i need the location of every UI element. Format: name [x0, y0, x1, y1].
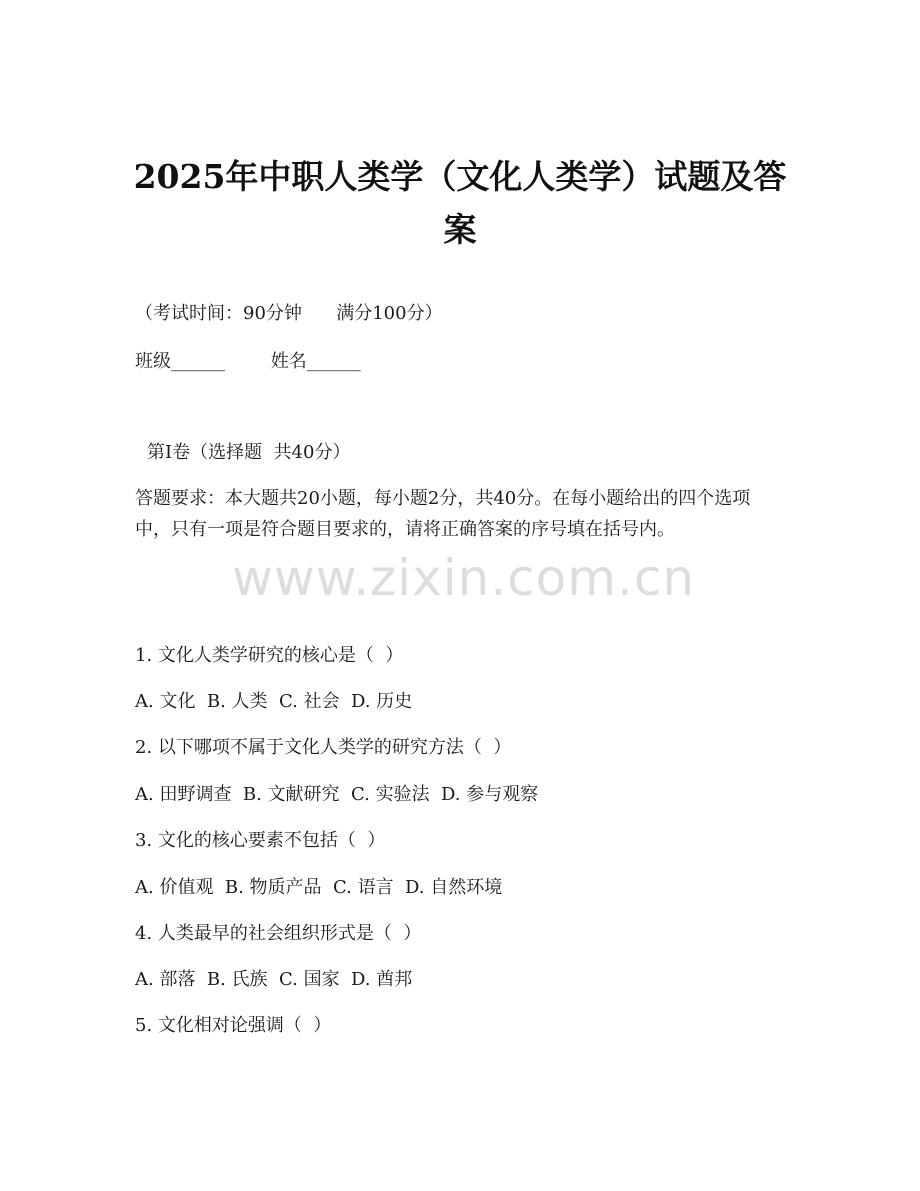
- question-4: 4. 人类最早的社会组织形式是（ ）: [135, 923, 422, 944]
- question-2: 2. 以下哪项不属于文化人类学的研究方法（ ）: [135, 737, 512, 758]
- question-5: 5. 文化相对论强调（ ）: [135, 1015, 332, 1036]
- question-4-options: A. 部落 B. 氏族 C. 国家 D. 酋邦: [135, 969, 413, 990]
- question-3-options: A. 价值观 B. 物质产品 C. 语言 D. 自然环境: [135, 877, 503, 898]
- question-1: 1. 文化人类学研究的核心是（ ）: [135, 645, 404, 666]
- page-title: [60, 150, 860, 256]
- question-3: 3. 文化的核心要素不包括（ ）: [135, 830, 386, 851]
- question-2-options: A. 田野调查 B. 文献研究 C. 实验法 D. 参与观察: [135, 784, 539, 805]
- watermark: www.zixin.com.cn: [232, 549, 696, 607]
- page-title-line-2: 案: [443, 210, 477, 249]
- section-heading: 第I卷（选择题 共40分）: [147, 442, 351, 463]
- answer-instructions: 答题要求：本大题共20小题，每小题2分，共40分。在每小题给出的四个选项中，只有一项是符合题目要求的，请将正确答案的序号填在括号内。: [135, 488, 751, 540]
- question-1-options: A. 文化 B. 人类 C. 社会 D. 历史: [135, 691, 413, 712]
- exam-info: （考试时间：90分钟 满分100分）: [135, 303, 443, 324]
- student-fields: 班级______ 姓名______: [135, 351, 361, 372]
- page-title-line-1: 2025年中职人类学（文化人类学）试题及答: [133, 157, 787, 196]
